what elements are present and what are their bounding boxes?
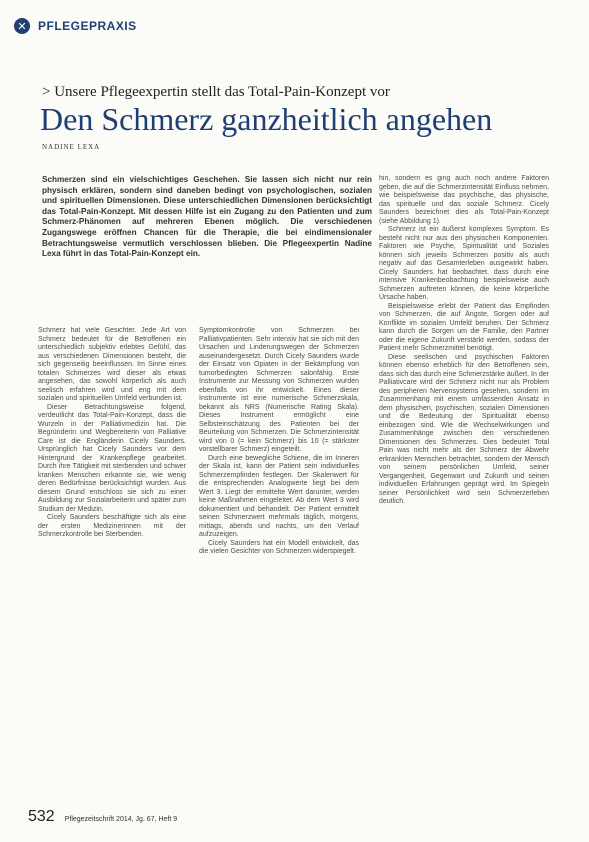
paragraph: Cicely Saunders hat ein Modell entwickelt, das die vielen Gesichter von Schmerzen widerspiegelt. — [199, 539, 359, 555]
journal-citation: Pflegezeitschrift 2014, Jg. 67, Heft 9 — [64, 816, 178, 823]
section-header — [14, 12, 137, 40]
section-label: PFLEGEPRAXIS — [38, 19, 137, 33]
page-number: 532 — [28, 808, 55, 825]
paragraph: Durch eine bewegliche Schiene, die im Inneren der Skala ist, kann der Patient sein individuelles Schmerzempfinden festlegen. Der Skalenwert für die entsprechenden Analogwerte liegt bei dem Wert 3. Liegt der ermittelte Wert darunter, werden keine Maßnahmen eingeleitet. Ab dem Wert 3 wird dokumentiert und behandelt. Der Patient ermittelt seinen Schmerzwert mehrmals täglich, morgens, mittags, abends und nachts, um den Verlauf aufzuzeigen. — [199, 454, 359, 538]
body-column-3 — [379, 175, 549, 817]
article-kicker: > Unsere Pflegeexpertin stellt das Total-Pain-Konzept vor — [42, 84, 390, 100]
paragraph: Schmerz hat viele Gesichter. Jede Art von Schmerz bedeutet für die Betroffenen ein unterschiedlich subjektiv erlebtes Gefühl, das aus verschiedenen Dimensionen besteht, die sich gegenseitig beeinflussen. Im Sinne eines totalen Schmerzes wird dieser als etwas angesehen, das sowohl körperlich als auch seelisch erfahren wird und eng mit dem sozialen und spirituellen Umfeld verbunden ist. — [38, 327, 186, 402]
body-column-2 — [199, 327, 359, 817]
paragraph: Symptomkontrolle von Schmerzen bei Palliativpatienten. Sehr intensiv hat sie sich mit den Ursachen und Linderungswegen der Schmerzen auseinandergesetzt. Durch Cicely Saunders wurde der Einsatz von Opiaten in der Bekämpfung von tumorbedingten Schmerzen salonfähig. Erste Instrumente zur Messung von Schmerzen wurden ebenfalls von ihr entwickelt. Eines dieser Instrumente ist eine numerische Schmerzskala, bekannt als NRS (Numerische Rating Skala). Dieses Instrument ermöglicht eine Selbsteinschätzung des Patienten bei der Beurteilung von Schmerzen. Die Schmerzintensität wird von 0 (= kein Schmerz) bis 10 (= stärkster vorstellbarer Schmerz) eingeteilt. — [199, 327, 359, 453]
paragraph: Beispielsweise erlebt der Patient das Empfinden von Schmerzen, die auf Ängste, Sorgen oder auf Konflikte im sozialen Umfeld beruhen. Der Schmerz kann durch die Sorgen um die Familie, den Partner oder die eigene Zukunft verstärkt werden, sodass der Patient mehr Schmerzmittel benötigt. — [379, 302, 549, 352]
paragraph: Diese seelischen und psychischen Faktoren können ebenso erheblich für den Betroffenen sein, dass sich das durch eine Schmerzstärke äußert. In der Palliativcare wird der Schmerz nicht nur als Problem des peripheren Nervensystems gesehen, sondern im Zusammenhang mit einem umfassenden Ansatz in dem physischen, psychischen, sozialen Dimensionen und die Bedeutung der Spiritualität ebenso einbezogen sind. Wie die Wechselwirkungen und Zusammenhänge zwischen den verschiedenen Dimensionen des Schmerzes. Dies bedeutet Total Pain was nicht mehr als der Schmerz der Abwehr erkrankten Menschen betrachtet, sondern der Mensch von seinem persönlichen Umfeld, seiner Vergangenheit, Gegenwart und Zukunft und seinen individuellen Erfahrungen geprägt wird. Im Spiegeln seiner Persönlichkeit wird sein Schmerzerleben deutlich. — [379, 353, 549, 505]
page-footer — [28, 808, 177, 826]
paragraph: Cicely Saunders beschäftigte sich als eine der ersten Medizinerinnen mit der Schmerzkontrolle bei Sterbenden. — [38, 514, 186, 538]
article-lead: Schmerzen sind ein vielschichtiges Geschehen. Sie lassen sich nicht nur rein physisch erklären, sondern sind daneben bedingt von psychologischen, sozialen und spirituellen Dimensionen. Diese unterschiedlichen Dimensionen berücksichtigt das Total-Pain-Konzept. Mit dessen Hilfe ist ein Zugang zu den Patienten und zum Schmerz-Phänomen auf mehreren Ebenen möglich. Die verschiedenen Zugangswege eröffnen Chancen für die Therapie, die bei eindimensionaler Betrachtungsweise vermutlich verschlossen blieben. Die Pflegeexpertin Nadine Lexa führt in das Total-Pain-Konzept ein. — [42, 175, 372, 259]
paragraph: hin, sondern es ging auch noch andere Faktoren geben, die auf die Schmerzintensität Einfluss nehmen, wie beispielsweise das psychische, das physische, das spirituelle und das soziale Schmerz. Cicely Saunders bezeichnet dies als Total-Pain-Konzept (siehe Abbildung 1). — [379, 175, 549, 225]
article-title: Den Schmerz ganzheitlich angehen — [40, 101, 493, 137]
paragraph: Schmerz ist ein äußerst komplexes Symptom. Es besteht nicht nur aus den physischen Komponenten. Faktoren wie Psyche, Spiritualität und Soziales können sich jeweils Schmerzen positiv als auch negativ auf das Gesamterleben ausgewirkt haben. Cicely Saunders hat beobachtet, dass durch eine intensive Krankenbeobachtung beispielsweise auch Schmerzen auftreten können, die keine körperliche Ursache haben. — [379, 226, 549, 301]
paragraph: Dieser Betrachtungsweise folgend, verdeutlicht das Total-Pain-Konzept, dass die Wurzeln in der Palliativmedizin hat. Die Begründerin und Wegbereiterin von Palliative Care ist die Engländerin Cicely Saunders. Ursprünglich hat Cicely Saunders vor dem Hintergrund der Krankenpflege gearbeitet. Durch ihre Tätigkeit mit sterbenden und schwer kranken Menschen erkannte sie, wie wenig deren Bedürfnisse berücksichtigt wurden. Aus diesem Grund entschloss sie sich zu einer Ausbildung zur Sozialarbeiterin und später zum Studium der Medizin. — [38, 403, 186, 513]
article-author: NADINE LEXA — [42, 143, 101, 151]
body-column-1 — [38, 327, 186, 817]
x-logo-icon: ✕ — [14, 18, 30, 34]
